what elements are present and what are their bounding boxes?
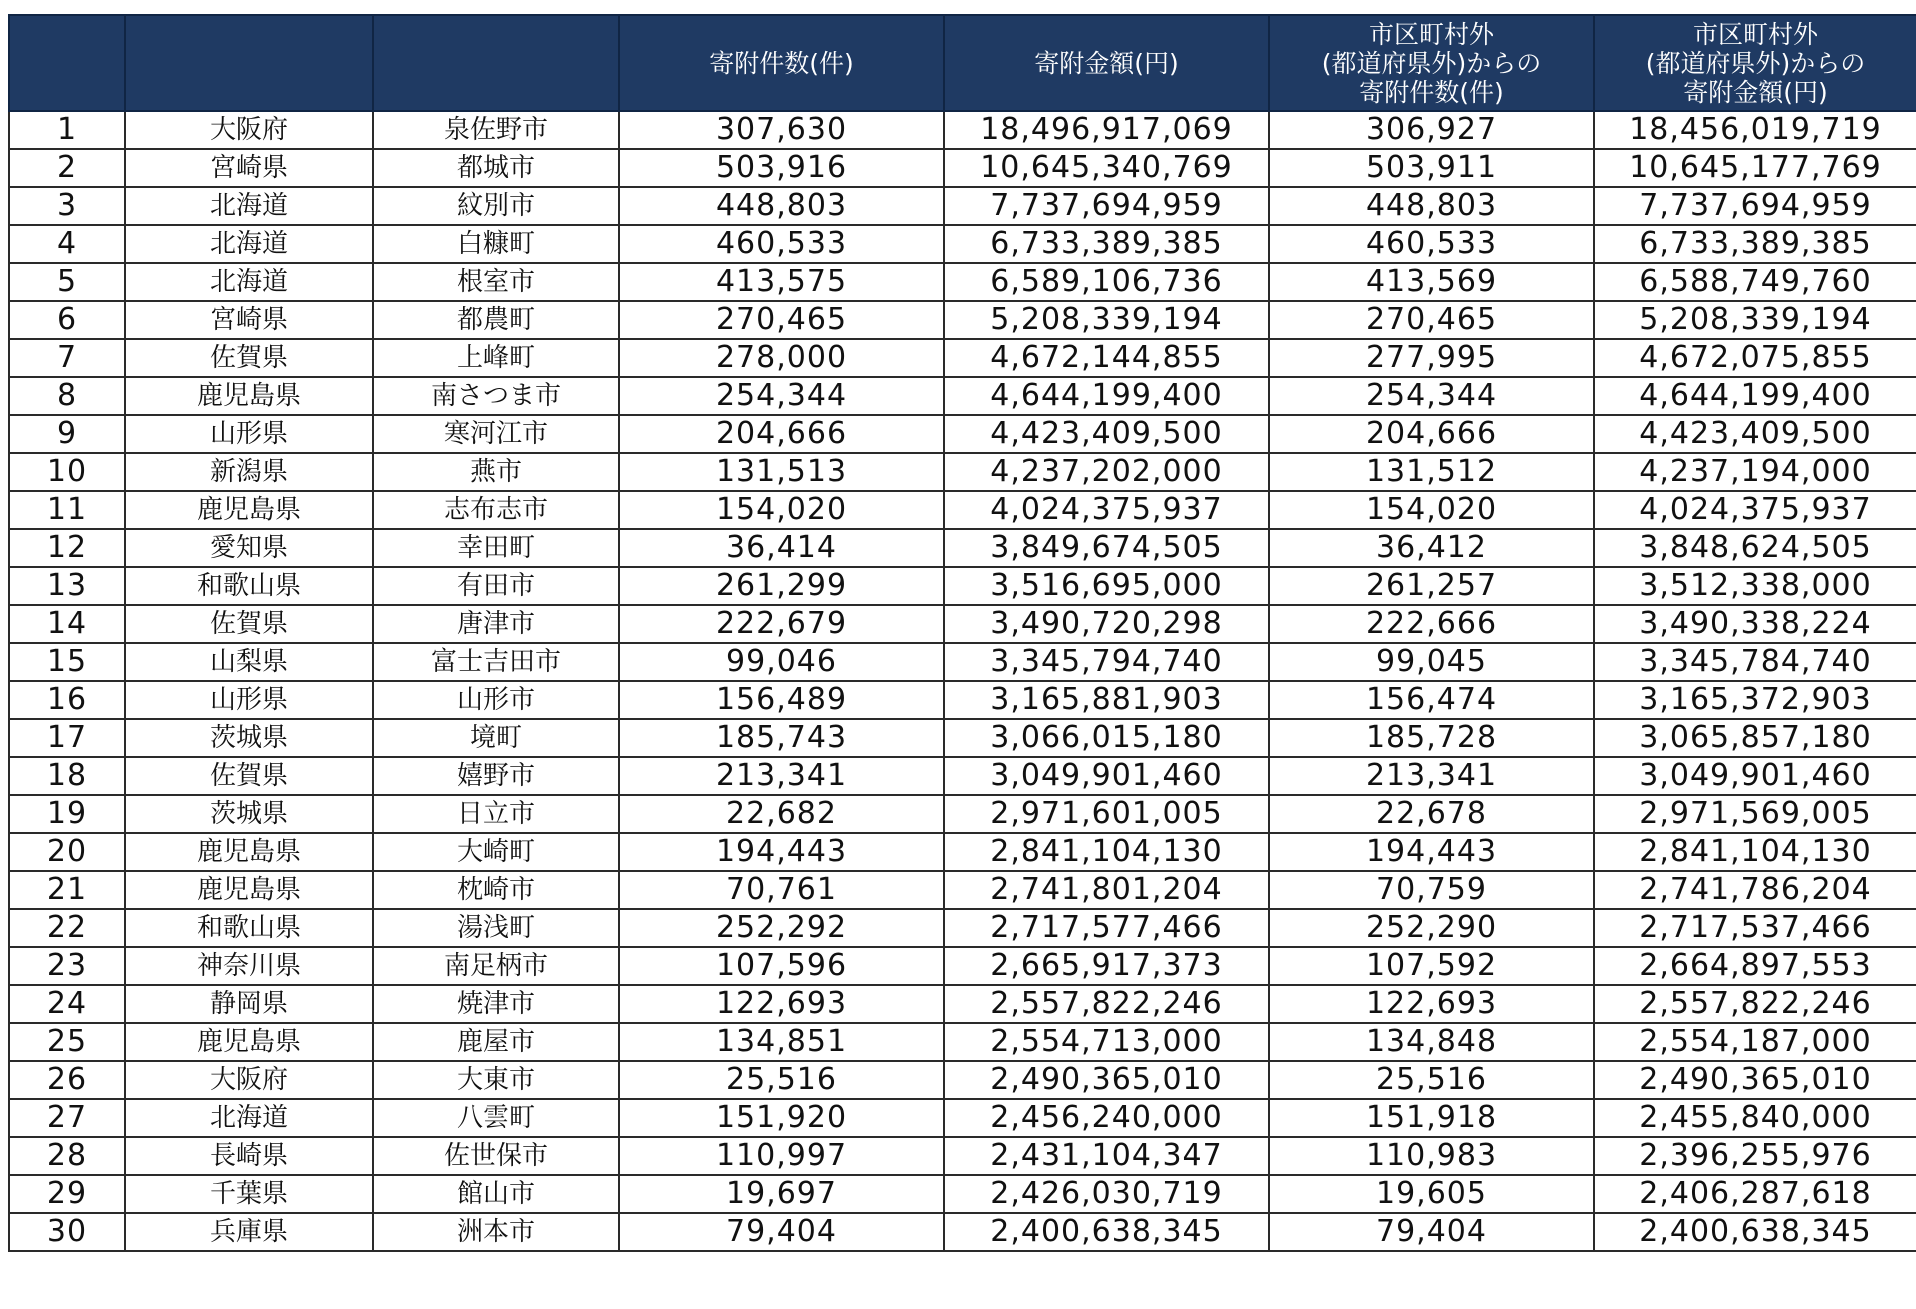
table-row	[9, 605, 1916, 643]
outside-donation-amount-cell: 6,588,749,760	[1594, 263, 1916, 301]
outside-donation-count-cell: 156,474	[1269, 681, 1594, 719]
outside-donation-amount-cell: 5,208,339,194	[1594, 301, 1916, 339]
table-row	[9, 909, 1916, 947]
outside-donation-amount-cell: 4,237,194,000	[1594, 453, 1916, 491]
outside-donation-count-cell: 448,803	[1269, 187, 1594, 225]
outside-donation-count-header: 市区町村外 (都道府県外)からの 寄附件数(件)	[1269, 15, 1594, 111]
rank-cell: 21	[9, 871, 125, 909]
donation-count-cell: 99,046	[619, 643, 944, 681]
rank-cell: 24	[9, 985, 125, 1023]
outside-donation-amount-cell: 18,456,019,719	[1594, 111, 1916, 149]
municipality-cell: 大東市	[373, 1061, 619, 1099]
donation-count-cell: 25,516	[619, 1061, 944, 1099]
rank-cell: 7	[9, 339, 125, 377]
donation-count-cell: 79,404	[619, 1213, 944, 1251]
donation-amount-cell: 2,431,104,347	[944, 1137, 1269, 1175]
prefecture-cell: 山形県	[125, 415, 373, 453]
prefecture-cell: 北海道	[125, 187, 373, 225]
rank-cell: 8	[9, 377, 125, 415]
donation-amount-cell: 3,049,901,460	[944, 757, 1269, 795]
donation-count-cell: 460,533	[619, 225, 944, 263]
municipality-cell: 南足柄市	[373, 947, 619, 985]
donation-count-cell: 307,630	[619, 111, 944, 149]
outside-donation-amount-cell: 2,400,638,345	[1594, 1213, 1916, 1251]
municipality-cell: 洲本市	[373, 1213, 619, 1251]
donation-amount-cell: 3,849,674,505	[944, 529, 1269, 567]
outside-donation-count-cell: 25,516	[1269, 1061, 1594, 1099]
prefecture-cell: 長崎県	[125, 1137, 373, 1175]
donation-count-cell: 70,761	[619, 871, 944, 909]
donation-amount-cell: 2,490,365,010	[944, 1061, 1269, 1099]
outside-donation-amount-cell: 2,455,840,000	[1594, 1099, 1916, 1137]
outside-donation-count-cell: 254,344	[1269, 377, 1594, 415]
prefecture-cell: 北海道	[125, 263, 373, 301]
prefecture-cell: 愛知県	[125, 529, 373, 567]
donation-count-cell: 156,489	[619, 681, 944, 719]
outside-donation-count-cell: 270,465	[1269, 301, 1594, 339]
table-row	[9, 149, 1916, 187]
table-row	[9, 681, 1916, 719]
table-row	[9, 795, 1916, 833]
outside-donation-count-cell: 36,412	[1269, 529, 1594, 567]
prefecture-cell: 佐賀県	[125, 757, 373, 795]
prefecture-cell: 和歌山県	[125, 909, 373, 947]
municipality-cell: 志布志市	[373, 491, 619, 529]
donation-amount-cell: 2,426,030,719	[944, 1175, 1269, 1213]
donation-amount-cell: 3,490,720,298	[944, 605, 1269, 643]
outside-donation-amount-cell: 2,406,287,618	[1594, 1175, 1916, 1213]
donation-count-cell: 22,682	[619, 795, 944, 833]
rank-cell: 12	[9, 529, 125, 567]
donation-count-cell: 270,465	[619, 301, 944, 339]
rank-cell: 6	[9, 301, 125, 339]
donation-amount-cell: 2,456,240,000	[944, 1099, 1269, 1137]
rank-cell: 19	[9, 795, 125, 833]
table-row	[9, 985, 1916, 1023]
municipality-header	[373, 15, 619, 111]
donation-amount-cell: 4,672,144,855	[944, 339, 1269, 377]
outside-donation-amount-cell: 3,049,901,460	[1594, 757, 1916, 795]
municipality-cell: 嬉野市	[373, 757, 619, 795]
outside-donation-count-cell: 252,290	[1269, 909, 1594, 947]
rank-header	[9, 15, 125, 111]
table-row	[9, 1061, 1916, 1099]
donation-count-cell: 185,743	[619, 719, 944, 757]
outside-donation-count-cell: 70,759	[1269, 871, 1594, 909]
donation-amount-cell: 2,665,917,373	[944, 947, 1269, 985]
outside-donation-count-cell: 79,404	[1269, 1213, 1594, 1251]
municipality-cell: 大崎町	[373, 833, 619, 871]
outside-donation-count-cell: 107,592	[1269, 947, 1594, 985]
donation-count-cell: 122,693	[619, 985, 944, 1023]
table-row	[9, 947, 1916, 985]
municipality-cell: 紋別市	[373, 187, 619, 225]
header-row	[9, 15, 1916, 111]
donation-count-cell: 252,292	[619, 909, 944, 947]
donation-amount-cell: 2,841,104,130	[944, 833, 1269, 871]
table-row	[9, 1023, 1916, 1061]
outside-donation-amount-cell: 2,841,104,130	[1594, 833, 1916, 871]
outside-donation-count-cell: 122,693	[1269, 985, 1594, 1023]
outside-donation-count-cell: 185,728	[1269, 719, 1594, 757]
municipality-cell: 南さつま市	[373, 377, 619, 415]
municipality-cell: 鹿屋市	[373, 1023, 619, 1061]
outside-donation-count-cell: 503,911	[1269, 149, 1594, 187]
donation-amount-cell: 3,066,015,180	[944, 719, 1269, 757]
donation-count-header: 寄附件数(件)	[619, 15, 944, 111]
donation-count-cell: 131,513	[619, 453, 944, 491]
municipality-cell: 館山市	[373, 1175, 619, 1213]
outside-donation-amount-header: 市区町村外 (都道府県外)からの 寄附金額(円)	[1594, 15, 1916, 111]
outside-donation-count-cell: 306,927	[1269, 111, 1594, 149]
municipality-cell: 泉佐野市	[373, 111, 619, 149]
donation-amount-cell: 3,165,881,903	[944, 681, 1269, 719]
donation-count-cell: 222,679	[619, 605, 944, 643]
donation-count-cell: 107,596	[619, 947, 944, 985]
outside-donation-amount-cell: 2,557,822,246	[1594, 985, 1916, 1023]
municipality-cell: 境町	[373, 719, 619, 757]
outside-donation-amount-cell: 2,554,187,000	[1594, 1023, 1916, 1061]
outside-donation-count-cell: 222,666	[1269, 605, 1594, 643]
table-row	[9, 1175, 1916, 1213]
rank-cell: 22	[9, 909, 125, 947]
municipality-cell: 都城市	[373, 149, 619, 187]
municipality-cell: 幸田町	[373, 529, 619, 567]
prefecture-cell: 神奈川県	[125, 947, 373, 985]
prefecture-cell: 新潟県	[125, 453, 373, 491]
donation-amount-cell: 4,423,409,500	[944, 415, 1269, 453]
table-row	[9, 339, 1916, 377]
municipality-cell: 八雲町	[373, 1099, 619, 1137]
prefecture-cell: 鹿児島県	[125, 1023, 373, 1061]
donation-count-cell: 254,344	[619, 377, 944, 415]
prefecture-cell: 大阪府	[125, 1061, 373, 1099]
outside-donation-count-cell: 460,533	[1269, 225, 1594, 263]
rank-cell: 13	[9, 567, 125, 605]
outside-donation-count-cell: 131,512	[1269, 453, 1594, 491]
outside-donation-count-cell: 22,678	[1269, 795, 1594, 833]
municipality-cell: 佐世保市	[373, 1137, 619, 1175]
donation-amount-cell: 10,645,340,769	[944, 149, 1269, 187]
outside-donation-amount-cell: 3,065,857,180	[1594, 719, 1916, 757]
rank-cell: 15	[9, 643, 125, 681]
donation-amount-cell: 6,733,389,385	[944, 225, 1269, 263]
municipality-cell: 白糠町	[373, 225, 619, 263]
outside-donation-count-cell: 99,045	[1269, 643, 1594, 681]
donation-amount-header: 寄附金額(円)	[944, 15, 1269, 111]
donation-amount-cell: 2,741,801,204	[944, 871, 1269, 909]
table-row	[9, 1099, 1916, 1137]
rank-cell: 2	[9, 149, 125, 187]
rank-cell: 18	[9, 757, 125, 795]
prefecture-cell: 佐賀県	[125, 605, 373, 643]
outside-donation-amount-cell: 3,490,338,224	[1594, 605, 1916, 643]
outside-donation-count-cell: 413,569	[1269, 263, 1594, 301]
rank-cell: 26	[9, 1061, 125, 1099]
outside-donation-count-cell: 194,443	[1269, 833, 1594, 871]
prefecture-cell: 北海道	[125, 225, 373, 263]
municipality-cell: 都農町	[373, 301, 619, 339]
outside-donation-count-cell: 154,020	[1269, 491, 1594, 529]
donation-count-cell: 213,341	[619, 757, 944, 795]
rank-cell: 28	[9, 1137, 125, 1175]
table-header	[9, 15, 1916, 111]
municipality-cell: 湯浅町	[373, 909, 619, 947]
outside-donation-amount-cell: 2,717,537,466	[1594, 909, 1916, 947]
outside-donation-count-cell: 204,666	[1269, 415, 1594, 453]
prefecture-cell: 山形県	[125, 681, 373, 719]
outside-donation-amount-cell: 2,396,255,976	[1594, 1137, 1916, 1175]
donation-amount-cell: 18,496,917,069	[944, 111, 1269, 149]
table-row	[9, 1137, 1916, 1175]
outside-donation-amount-cell: 3,848,624,505	[1594, 529, 1916, 567]
table-row	[9, 1213, 1916, 1251]
table-row	[9, 491, 1916, 529]
outside-donation-amount-cell: 7,737,694,959	[1594, 187, 1916, 225]
rank-cell: 23	[9, 947, 125, 985]
donation-count-cell: 278,000	[619, 339, 944, 377]
prefecture-cell: 茨城県	[125, 719, 373, 757]
outside-donation-count-cell: 151,918	[1269, 1099, 1594, 1137]
table-row	[9, 301, 1916, 339]
outside-donation-amount-cell: 4,423,409,500	[1594, 415, 1916, 453]
prefecture-cell: 北海道	[125, 1099, 373, 1137]
municipality-cell: 上峰町	[373, 339, 619, 377]
outside-donation-amount-cell: 2,490,365,010	[1594, 1061, 1916, 1099]
outside-donation-amount-cell: 10,645,177,769	[1594, 149, 1916, 187]
donation-count-cell: 134,851	[619, 1023, 944, 1061]
prefecture-cell: 鹿児島県	[125, 833, 373, 871]
donation-count-cell: 261,299	[619, 567, 944, 605]
donation-count-cell: 503,916	[619, 149, 944, 187]
donation-count-cell: 110,997	[619, 1137, 944, 1175]
prefecture-cell: 大阪府	[125, 111, 373, 149]
rank-cell: 4	[9, 225, 125, 263]
rank-cell: 30	[9, 1213, 125, 1251]
municipality-cell: 日立市	[373, 795, 619, 833]
donation-amount-cell: 2,557,822,246	[944, 985, 1269, 1023]
rank-cell: 9	[9, 415, 125, 453]
outside-donation-count-cell: 261,257	[1269, 567, 1594, 605]
table-row	[9, 187, 1916, 225]
donation-amount-cell: 2,554,713,000	[944, 1023, 1269, 1061]
donation-count-cell: 413,575	[619, 263, 944, 301]
table-row	[9, 415, 1916, 453]
donation-count-cell: 36,414	[619, 529, 944, 567]
table-row	[9, 453, 1916, 491]
municipality-cell: 唐津市	[373, 605, 619, 643]
rank-cell: 5	[9, 263, 125, 301]
table-body	[9, 111, 1916, 1251]
donation-amount-cell: 3,516,695,000	[944, 567, 1269, 605]
municipality-cell: 富士吉田市	[373, 643, 619, 681]
table-row	[9, 833, 1916, 871]
prefecture-cell: 鹿児島県	[125, 871, 373, 909]
table-row	[9, 719, 1916, 757]
rank-cell: 1	[9, 111, 125, 149]
donation-amount-cell: 4,024,375,937	[944, 491, 1269, 529]
prefecture-cell: 宮崎県	[125, 149, 373, 187]
table-row	[9, 377, 1916, 415]
municipality-cell: 根室市	[373, 263, 619, 301]
rank-cell: 10	[9, 453, 125, 491]
outside-donation-count-cell: 134,848	[1269, 1023, 1594, 1061]
outside-donation-count-cell: 213,341	[1269, 757, 1594, 795]
outside-donation-amount-cell: 3,165,372,903	[1594, 681, 1916, 719]
donation-ranking-table	[8, 14, 1916, 1252]
outside-donation-amount-cell: 3,345,784,740	[1594, 643, 1916, 681]
rank-cell: 16	[9, 681, 125, 719]
rank-cell: 11	[9, 491, 125, 529]
prefecture-cell: 茨城県	[125, 795, 373, 833]
donation-count-cell: 151,920	[619, 1099, 944, 1137]
donation-amount-cell: 2,717,577,466	[944, 909, 1269, 947]
table-row	[9, 225, 1916, 263]
prefecture-cell: 鹿児島県	[125, 491, 373, 529]
outside-donation-amount-cell: 6,733,389,385	[1594, 225, 1916, 263]
prefecture-cell: 鹿児島県	[125, 377, 373, 415]
donation-count-cell: 154,020	[619, 491, 944, 529]
municipality-cell: 枕崎市	[373, 871, 619, 909]
donation-amount-cell: 2,400,638,345	[944, 1213, 1269, 1251]
table-row	[9, 567, 1916, 605]
donation-amount-cell: 5,208,339,194	[944, 301, 1269, 339]
rank-cell: 20	[9, 833, 125, 871]
rank-cell: 27	[9, 1099, 125, 1137]
outside-donation-count-cell: 19,605	[1269, 1175, 1594, 1213]
municipality-cell: 燕市	[373, 453, 619, 491]
prefecture-cell: 千葉県	[125, 1175, 373, 1213]
table-row	[9, 871, 1916, 909]
donation-amount-cell: 3,345,794,740	[944, 643, 1269, 681]
outside-donation-amount-cell: 4,644,199,400	[1594, 377, 1916, 415]
table-row	[9, 111, 1916, 149]
municipality-cell: 焼津市	[373, 985, 619, 1023]
donation-amount-cell: 7,737,694,959	[944, 187, 1269, 225]
rank-cell: 25	[9, 1023, 125, 1061]
rank-cell: 3	[9, 187, 125, 225]
donation-count-cell: 194,443	[619, 833, 944, 871]
rank-cell: 14	[9, 605, 125, 643]
prefecture-cell: 兵庫県	[125, 1213, 373, 1251]
outside-donation-amount-cell: 4,024,375,937	[1594, 491, 1916, 529]
prefecture-cell: 山梨県	[125, 643, 373, 681]
municipality-cell: 山形市	[373, 681, 619, 719]
rank-cell: 29	[9, 1175, 125, 1213]
donation-amount-cell: 6,589,106,736	[944, 263, 1269, 301]
donation-amount-cell: 2,971,601,005	[944, 795, 1269, 833]
donation-count-cell: 448,803	[619, 187, 944, 225]
prefecture-cell: 佐賀県	[125, 339, 373, 377]
donation-count-cell: 19,697	[619, 1175, 944, 1213]
prefecture-cell: 和歌山県	[125, 567, 373, 605]
municipality-cell: 有田市	[373, 567, 619, 605]
table-row	[9, 757, 1916, 795]
outside-donation-count-cell: 110,983	[1269, 1137, 1594, 1175]
prefecture-header	[125, 15, 373, 111]
outside-donation-count-cell: 277,995	[1269, 339, 1594, 377]
table-row	[9, 529, 1916, 567]
outside-donation-amount-cell: 2,741,786,204	[1594, 871, 1916, 909]
municipality-cell: 寒河江市	[373, 415, 619, 453]
donation-amount-cell: 4,237,202,000	[944, 453, 1269, 491]
donation-amount-cell: 4,644,199,400	[944, 377, 1269, 415]
rank-cell: 17	[9, 719, 125, 757]
donation-count-cell: 204,666	[619, 415, 944, 453]
prefecture-cell: 宮崎県	[125, 301, 373, 339]
outside-donation-amount-cell: 2,971,569,005	[1594, 795, 1916, 833]
table-row	[9, 643, 1916, 681]
prefecture-cell: 静岡県	[125, 985, 373, 1023]
outside-donation-amount-cell: 2,664,897,553	[1594, 947, 1916, 985]
outside-donation-amount-cell: 4,672,075,855	[1594, 339, 1916, 377]
outside-donation-amount-cell: 3,512,338,000	[1594, 567, 1916, 605]
table-row	[9, 263, 1916, 301]
